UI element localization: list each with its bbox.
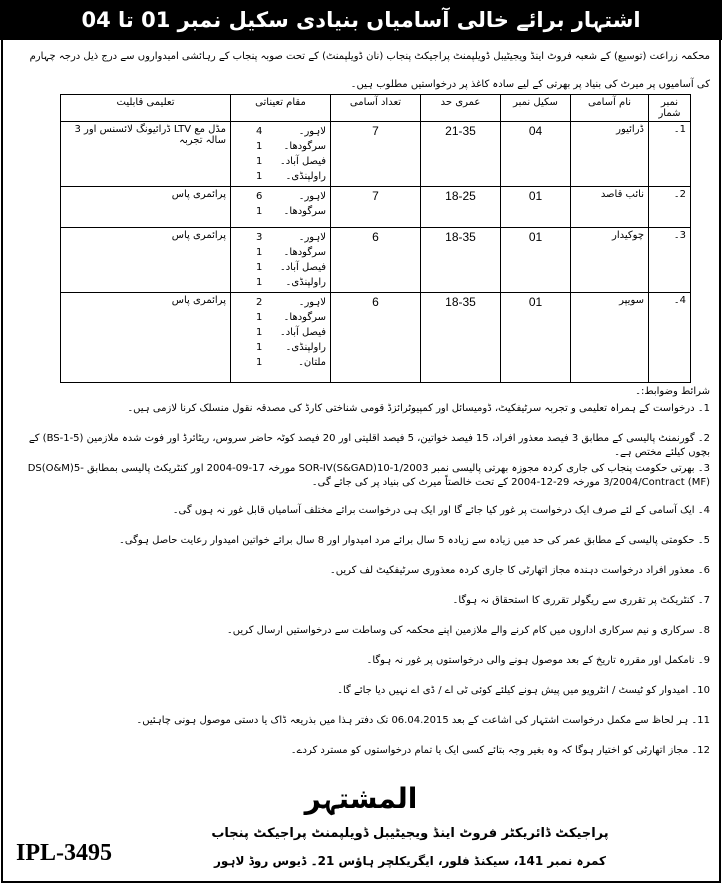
posting-cell bbox=[231, 228, 331, 293]
count-cell: 6 bbox=[331, 228, 421, 293]
table-row bbox=[61, 122, 691, 187]
posting-city: فیصل آباد۔ bbox=[279, 327, 326, 338]
posting-count: 3 bbox=[256, 232, 263, 243]
posting-entry bbox=[256, 355, 326, 370]
serial-cell: 1۔ bbox=[649, 122, 691, 187]
col-scale: سکیل نمبر bbox=[501, 95, 571, 122]
advertiser-logo: المشتہر bbox=[304, 782, 418, 815]
posting-entry bbox=[256, 325, 326, 340]
posting-count: 1 bbox=[256, 312, 263, 323]
col-count: تعداد آسامی bbox=[331, 95, 421, 122]
condition-item: 4۔ ایک آسامی کے لئے صرف ایک درخواست پر غور کیا جائے گا اور ایک ہی درخواست برائے مختلف آسامیاں قابل غور نہ ہوں گی۔ bbox=[172, 505, 710, 516]
condition-item: 1۔ درخواست کے ہمراہ تعلیمی و تجربہ سرٹیفکیٹ، ڈومیسائل اور کمپیوٹرائزڈ قومی شناختی کارڈ کی مصدقہ نقول منسلک کرنا لازمی ہیں۔ bbox=[127, 403, 710, 414]
qualification-cell: پرائمری پاس bbox=[61, 187, 231, 228]
conditions-title: شرائط وضوابط:۔ bbox=[635, 386, 710, 397]
qualification-cell: مڈل مع LTV ڈرائیونگ لائسنس اور 3 سالہ تجربہ bbox=[61, 122, 231, 187]
col-age: عمری حد bbox=[421, 95, 501, 122]
table-header-row bbox=[61, 95, 691, 122]
posting-count: 1 bbox=[256, 277, 263, 288]
serial-cell: 2۔ bbox=[649, 187, 691, 228]
count-cell: 7 bbox=[331, 122, 421, 187]
count-cell: 6 bbox=[331, 293, 421, 383]
post-name-cell: ڈرائیور bbox=[571, 122, 649, 187]
posting-entry bbox=[256, 204, 326, 219]
posting-count: 1 bbox=[256, 357, 263, 368]
posting-entry bbox=[256, 245, 326, 260]
posting-count: 2 bbox=[256, 297, 263, 308]
scale-cell: 01 bbox=[501, 293, 571, 383]
post-name-cell: چوکیدار bbox=[571, 228, 649, 293]
condition-item: 10۔ امیدوار کو ٹیسٹ / انٹرویو میں پیش ہونے کیلئے کوئی ٹی اے / ڈی اے نہیں دیا جائے گا۔ bbox=[337, 685, 710, 696]
posting-entry bbox=[256, 154, 326, 169]
posting-entry bbox=[256, 275, 326, 290]
posting-count: 1 bbox=[256, 141, 263, 152]
conditions-list bbox=[12, 402, 710, 774]
qualification-cell: پرائمری پاس bbox=[61, 228, 231, 293]
posting-entry bbox=[256, 260, 326, 275]
posting-city: راولپنڈی۔ bbox=[285, 277, 326, 288]
table-row bbox=[61, 293, 691, 383]
posting-cell bbox=[231, 293, 331, 383]
age-cell: 18-35 bbox=[421, 228, 501, 293]
serial-cell: 3۔ bbox=[649, 228, 691, 293]
posting-city: راولپنڈی۔ bbox=[285, 171, 326, 182]
age-cell: 18-25 bbox=[421, 187, 501, 228]
serial-cell: 4۔ bbox=[649, 293, 691, 383]
posting-city: لاہور۔ bbox=[298, 232, 326, 243]
posting-city: سرگودھا۔ bbox=[283, 312, 326, 323]
posting-entry bbox=[256, 139, 326, 154]
qualification-cell: پرائمری پاس bbox=[61, 293, 231, 383]
posting-city: فیصل آباد۔ bbox=[279, 156, 326, 167]
posting-count: 1 bbox=[256, 342, 263, 353]
posting-city: سرگودھا۔ bbox=[283, 206, 326, 217]
posting-city: راولپنڈی۔ bbox=[285, 342, 326, 353]
posting-count: 1 bbox=[256, 206, 263, 217]
posting-entry bbox=[256, 310, 326, 325]
condition-item: 3۔ بھرتی حکومت پنجاب کی جاری کردہ مجوزہ بھرتی پالیسی نمبر SOR-IV(S&GAD)10-1/2003 مورخہ 17-09-2004 اور کنٹریکٹ پالیسی بمطابق DS(O&M)5-3/2004/Contract (MF) مورخہ 29-12-2004 کے تحت خالصتاً میرٹ کی بنیاد پر کی جائے گی۔ bbox=[27, 463, 710, 488]
condition-item: 5۔ حکومتی پالیسی کے مطابق عمر کی حد میں زیادہ سے زیادہ 5 سال برائے مرد امیدوار اور 8 سال برائے خواتین امیدوار رعایت حاصل ہوگی۔ bbox=[118, 535, 710, 546]
col-serial: نمبر شمار bbox=[649, 95, 691, 122]
office-name: پراجیکٹ ڈائریکٹر فروٹ اینڈ ویجیٹیبل ڈویلپمنٹ پراجیکٹ پنجاب bbox=[211, 826, 609, 841]
posting-city: لاہور۔ bbox=[298, 297, 326, 308]
age-cell: 21-35 bbox=[421, 122, 501, 187]
ad-code: IPL-3495 bbox=[16, 840, 112, 866]
posting-city: لاہور۔ bbox=[298, 126, 326, 137]
posting-count: 6 bbox=[256, 191, 263, 202]
col-post-name: نام آسامی bbox=[571, 95, 649, 122]
condition-item: 11۔ ہر لحاظ سے مکمل درخواست اشتہار کی اشاعت کے بعد 06.04.2015 تک دفتر ہذا میں بذریعہ ڈاک یا دستی موصول ہونی چاہئیں۔ bbox=[136, 715, 710, 726]
posting-entry bbox=[256, 230, 326, 245]
condition-item: 7۔ کنٹریکٹ پر تقرری سے ریگولر تقرری کا استحقاق نہ ہوگا۔ bbox=[452, 595, 710, 606]
posting-city: سرگودھا۔ bbox=[283, 141, 326, 152]
posting-city: فیصل آباد۔ bbox=[279, 262, 326, 273]
intro-line-1: محکمہ زراعت (توسیع) کے شعبہ فروٹ اینڈ ویجیٹیبل ڈویلپمنٹ پراجیکٹ پنجاب (نان ڈویلپمنٹ) کے تحت صوبہ پنجاب کے رہائشی امیدواروں سے درج ذیل درجہ چہارم bbox=[29, 51, 710, 62]
posting-city: لاہور۔ bbox=[298, 191, 326, 202]
condition-item: 12۔ مجاز اتھارٹی کو اختیار ہوگا کہ وہ بغیر وجہ بتائے کسی ایک یا تمام درخواستوں کو مسترد کردے۔ bbox=[290, 745, 710, 756]
posting-count: 1 bbox=[256, 262, 263, 273]
posting-entry bbox=[256, 169, 326, 184]
post-name-cell: سویپر bbox=[571, 293, 649, 383]
col-qualification: تعلیمی قابلیت bbox=[61, 95, 231, 122]
posting-entry bbox=[256, 189, 326, 204]
posting-city: سرگودھا۔ bbox=[283, 247, 326, 258]
posting-cell bbox=[231, 187, 331, 228]
posting-entry bbox=[256, 295, 326, 310]
scale-cell: 01 bbox=[501, 228, 571, 293]
posting-cell bbox=[231, 122, 331, 187]
condition-item: 2۔ گورنمنٹ پالیسی کے مطابق 3 فیصد معذور افراد، 15 فیصد خواتین، 5 فیصد اقلیتی اور 20 فیصد کوٹہ حاضر سروس، ریٹائرڈ اور فوت شدہ ملازمین (BS-1-5) کے بچوں کیلئے مختص ہے۔ bbox=[28, 433, 710, 458]
scale-cell: 04 bbox=[501, 122, 571, 187]
office-address: کمرہ نمبر 141، سیکنڈ فلور، ایگریکلچر ہاؤس 21۔ ڈیوس روڈ لاہور bbox=[214, 854, 606, 868]
table-row bbox=[61, 187, 691, 228]
condition-item: 9۔ نامکمل اور مقررہ تاریخ کے بعد موصول ہونے والی درخواستوں پر غور نہ ہوگا۔ bbox=[366, 655, 710, 666]
posting-count: 1 bbox=[256, 156, 263, 167]
table-row bbox=[61, 228, 691, 293]
posting-count: 1 bbox=[256, 171, 263, 182]
posting-entry bbox=[256, 124, 326, 139]
age-cell: 18-35 bbox=[421, 293, 501, 383]
scale-cell: 01 bbox=[501, 187, 571, 228]
posting-count: 4 bbox=[256, 126, 263, 137]
posting-city: ملتان۔ bbox=[298, 357, 326, 368]
intro-line-2: کی آسامیوں پر میرٹ کی بنیاد پر بھرتی کے لیے سادہ کاغذ پر درخواستیں مطلوب ہیں۔ bbox=[350, 79, 710, 90]
condition-item: 8۔ سرکاری و نیم سرکاری اداروں میں کام کرنے والے ملازمین اپنے محکمہ کی وساطت سے درخواستیں ارسال کریں۔ bbox=[226, 625, 710, 636]
col-posting: مقام تعیناتی bbox=[231, 95, 331, 122]
posting-count: 1 bbox=[256, 327, 263, 338]
condition-item: 6۔ معذور افراد درخواست دہندہ مجاز اتھارٹی کا جاری کردہ معذوری سرٹیفکیٹ لف کریں۔ bbox=[329, 565, 710, 576]
vacancies-table bbox=[60, 94, 691, 383]
ad-title: اشتہار برائے خالی آسامیاں بنیادی سکیل نمبر 01 تا 04 bbox=[0, 0, 722, 40]
posting-count: 1 bbox=[256, 247, 263, 258]
count-cell: 7 bbox=[331, 187, 421, 228]
posting-entry bbox=[256, 340, 326, 355]
post-name-cell: نائب قاصد bbox=[571, 187, 649, 228]
